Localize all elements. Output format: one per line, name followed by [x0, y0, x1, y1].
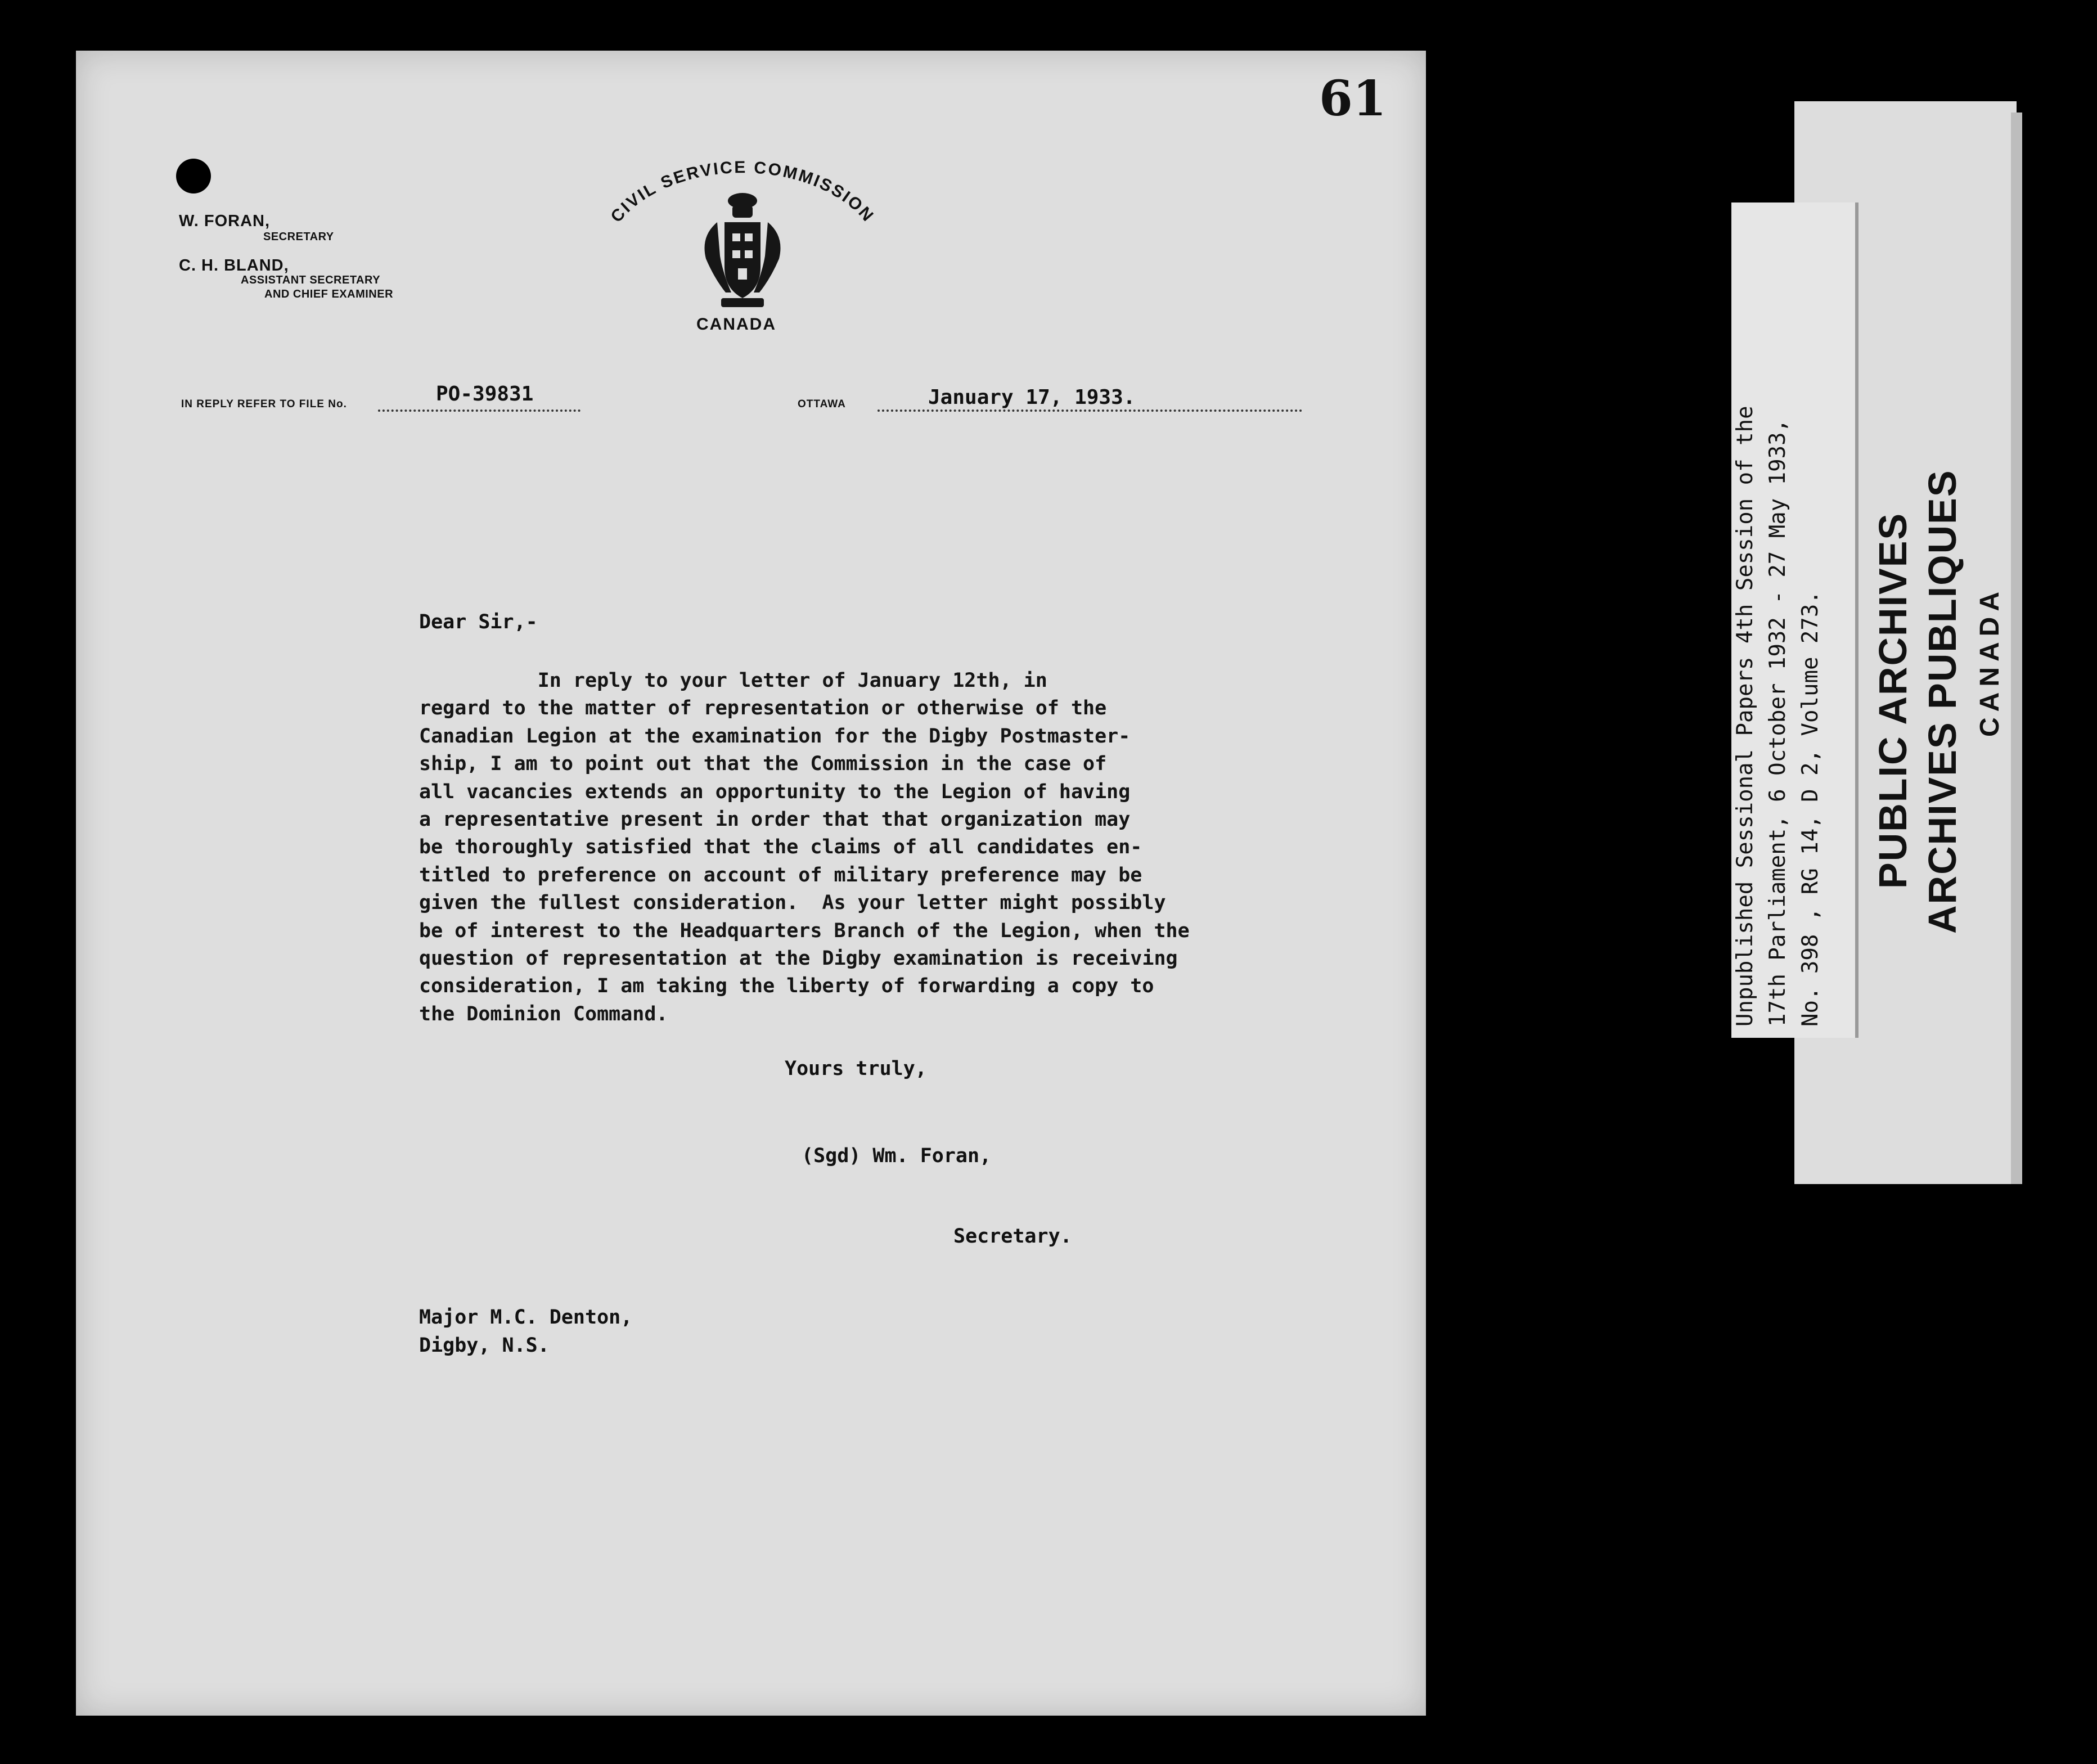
recipient-name: Major M.C. Denton,: [419, 1306, 633, 1329]
body-line: titled to preference on account of military preference may be: [419, 863, 1142, 886]
letterhead-country: CANADA: [696, 315, 776, 334]
body-line: ship, I am to point out that the Commission in the case of: [419, 753, 1107, 776]
archive-stamp-line-2: ARCHIVES PUBLIQUES: [1920, 469, 1964, 934]
place-label: OTTAWA: [798, 398, 846, 410]
recipient-location: Digby, N.S.: [419, 1334, 550, 1357]
salutation: Dear Sir,-: [419, 611, 538, 633]
closing: Yours truly,: [785, 1058, 927, 1080]
archive-card-line-3: No. 398 , RG 14, D 2, Volume 273.: [1798, 591, 1823, 1027]
body-line: regard to the matter of representation or otherwise of the: [419, 697, 1107, 720]
commission-name: CIVIL SERVICE COMMISSION: [607, 158, 878, 226]
body-line: consideration, I am taking the liberty of forwarding a copy to: [419, 975, 1154, 998]
signer-title: Secretary.: [953, 1225, 1072, 1248]
punch-hole: [176, 159, 211, 194]
assistant-name: C. H. BLAND,: [179, 256, 289, 274]
file-number: PO-39831: [436, 382, 534, 406]
secretary-title: SECRETARY: [263, 231, 334, 243]
letter-body: [419, 667, 1190, 1028]
archive-stamp-line-1: PUBLIC ARCHIVES: [1871, 512, 1915, 889]
body-line: Canadian Legion at the examination for the Digby Postmaster-: [419, 724, 1131, 748]
assistant-title-line-1: ASSISTANT SECRETARY: [241, 274, 381, 286]
signature: (Sgd) Wm. Foran,: [802, 1145, 992, 1167]
civil-service-commission-crest: [585, 138, 900, 340]
page-number: 61: [1319, 70, 1387, 127]
body-line: a representative present in order that that organization may: [419, 808, 1131, 831]
archive-card-edge: [2011, 112, 2022, 1184]
letter-date: January 17, 1933.: [928, 386, 1136, 409]
archive-card-line-1: Unpublished Sessional Papers 4th Session of the: [1732, 406, 1758, 1027]
secretary-name: W. FORAN,: [179, 212, 271, 230]
body-line: be thoroughly satisfied that the claims of all candidates en-: [419, 836, 1142, 859]
file-number-underline: [378, 410, 580, 412]
body-line: In reply to your letter of January 12th, in: [419, 669, 1047, 692]
file-reference-label: IN REPLY REFER TO FILE No.: [181, 398, 347, 410]
body-line: given the fullest consideration. As your letter might possibly: [419, 892, 1166, 915]
archive-stamp-line-3: CANADA: [1975, 586, 2005, 737]
body-line: be of interest to the Headquarters Branch of the Legion, when the: [419, 919, 1190, 942]
coat-of-arms-icon: [705, 193, 781, 307]
body-line: question of representation at the Digby examination is receiving: [419, 947, 1178, 970]
body-line: all vacancies extends an opportunity to the Legion of having: [419, 780, 1131, 803]
date-underline: [878, 410, 1302, 412]
archive-card-line-2: 17th Parliament, 6 October 1932 - 27 May 1933,: [1765, 418, 1790, 1027]
body-line: the Dominion Command.: [419, 1002, 668, 1025]
assistant-title-line-2: AND CHIEF EXAMINER: [264, 288, 394, 300]
